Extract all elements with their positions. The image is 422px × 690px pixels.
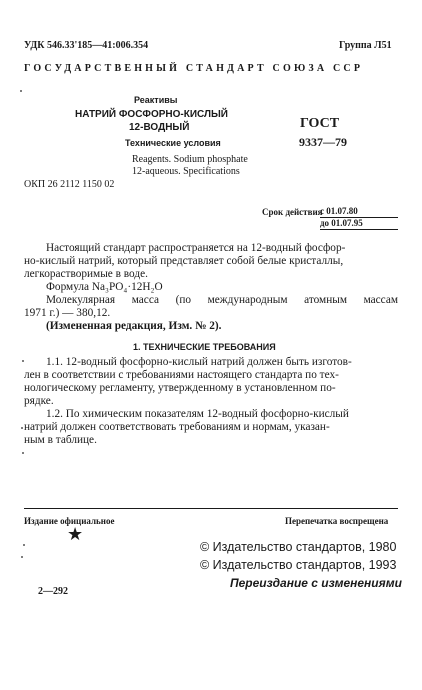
formula: Формула Na₃PO₄·12H₂O [46, 281, 163, 293]
star-icon: ★ [67, 524, 84, 544]
scan-speck [21, 427, 23, 429]
clause-1-2-line-3: ным в таблице. [24, 434, 97, 446]
category-label: Реактивы [134, 95, 178, 105]
clause-1-2-line-2: натрий должен соответствовать требованиям и нормам, указан- [24, 421, 330, 433]
clause-1-1-line-3: нологическому регламенту, утвержденному в установленном по- [24, 382, 336, 394]
reprint-prohibited-label: Перепечатка воспрещена [285, 516, 389, 526]
intro-line-1: Настоящий стандарт распространяется на 12-водный фосфор- [46, 242, 346, 254]
scan-speck [22, 360, 24, 362]
clause-1-2-line-1: 1.2. По химическим показателям 12-водный фосфорно-кислый [46, 408, 349, 420]
validity-from: с 01.07.80 [320, 206, 398, 218]
title-line-2: 12-ВОДНЫЙ [129, 122, 190, 133]
footer-divider [24, 508, 398, 509]
group-code: Группа Л51 [339, 40, 392, 51]
clause-1-1-line-1: 1.1. 12-водный фосфорно-кислый натрий должен быть изготов- [46, 356, 352, 368]
copyright-1993: © Издательство стандартов, 1993 [200, 558, 397, 572]
copyright-1980: © Издательство стандартов, 1980 [200, 540, 397, 554]
amendment-note: (Измененная редакция, Изм. № 2). [46, 320, 222, 332]
section-heading: 1. ТЕХНИЧЕСКИЕ ТРЕБОВАНИЯ [133, 342, 276, 352]
validity-label: Срок действия [262, 207, 323, 217]
molar-mass-line-2: 1971 г.) — 380,12. [24, 307, 111, 319]
udk-code: УДК 546.33'185—41:006.354 [24, 40, 149, 51]
page-code: 2—292 [38, 586, 68, 597]
scan-speck [21, 556, 23, 558]
english-title-line-2: 12-aqueous. Specifications [132, 166, 240, 177]
scan-speck [22, 452, 24, 454]
gost-number: 9337—79 [299, 135, 347, 149]
scan-speck [20, 90, 22, 92]
english-title-line-1: Reagents. Sodium phosphate [132, 154, 248, 165]
intro-line-3: легкорастворимые в воде. [24, 268, 148, 280]
subtitle: Технические условия [125, 138, 221, 148]
reissue-note: Переиздание с изменениями [230, 576, 402, 590]
molar-mass-line-1: Молекулярная масса (по международным атомным массам [46, 294, 398, 306]
gost-label: ГОСТ [300, 116, 340, 131]
validity-to: до 01.07.95 [320, 218, 398, 230]
clause-1-1-line-2: лен в соответствии с требованиями настоящего стандарта по тех- [24, 369, 339, 381]
okp-code: ОКП 26 2112 1150 02 [24, 179, 115, 190]
title-line-1: НАТРИЙ ФОСФОРНО-КИСЛЫЙ [75, 109, 228, 120]
scan-speck [23, 544, 25, 546]
official-edition-label: Издание официальное [24, 516, 115, 526]
intro-line-2: но-кислый натрий, который представляет собой белые кристаллы, [24, 255, 344, 267]
gov-standard-banner: ГОСУДАРСТВЕННЫЙ СТАНДАРТ СОЮЗА ССР [24, 63, 364, 74]
clause-1-1-line-4: рядке. [24, 395, 54, 407]
